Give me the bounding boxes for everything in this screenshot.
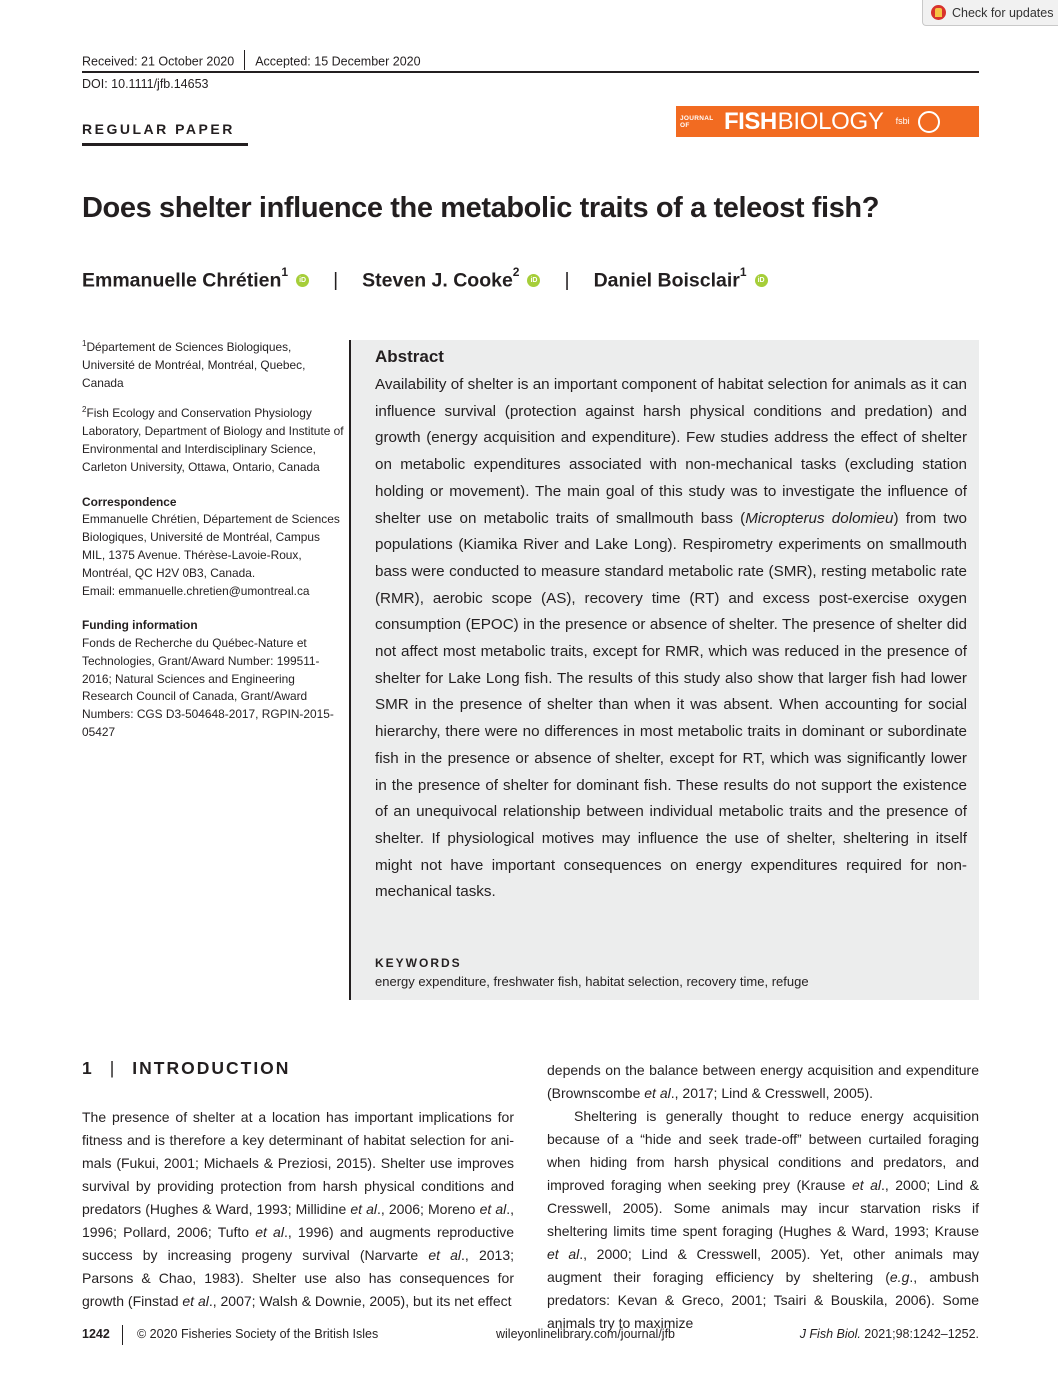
abstract-text: Availability of shelter is an important component of habitat selection for animals as it can influence survival (protection against harsh physical conditions and predation) and growth (energy acquisition and expenditure). Few studies address the effect of shelter on metabolic expenditures associated with non-mechanical tasks (excluding station holding or movement). The main goal of this study was to investigate the influence of shelter use on metabolic traits of smallmouth bass (Micropterus dolomieu) from two populations (Kiamika River and Lake Long). Respirometry experiments on smallmouth bass were conducted to measure standard metabolic rate (SMR), resting metabolic rate (RMR), aerobic scope (AS), recovery time (RT) and excess post-exercise oxygen consumption (EPOC) in the presence or absence of shelter. The presence of shelter did not affect most metabolic traits, except for RMR, which was reduced in the presence of shelter for Lake Long fish. The results of this study also show that larger fish had lower SMR in the presence of shelter than when it was absent. When accounting for social hierarchy, there were no differences in most metabolic traits in dominant or subordinate fish in the presence or absence of shelter, except for RT, which was significantly lower in the presence of shelter for dominant fish. These results do not support the existence of an unequivocal relationship between individual metabolic traits and the presence of shelter. If physiological motives may influence the use of shelter, sheltering in itself might not have important consequences on energy expenditures required for non-mechanical tasks. (375, 376, 967, 901)
journal-logo-fish: FISH (724, 107, 777, 135)
journal-logo-prefix: JOURNAL OF (680, 114, 714, 129)
journal-logo (676, 106, 979, 137)
orcid-icon[interactable]: iD (527, 274, 540, 287)
fsbi-logo: fsbi (895, 116, 910, 126)
intro-paragraph-1-cont: depends on the balance between energy acquisition and expenditure (Brownscombe et al., 2017; Lind & Cresswell, 2005). (547, 1062, 979, 1101)
intro-paragraph-2: Sheltering is generally thought to reduce energy acquisition because of a “hide and seek trade-off” between curtailed foraging when hiding from harsh physical conditions and predators, and improved foraging when seeking prey (Krause et al., 2000; Lind & Cresswell, 2005). Some animals may incur starvation risks if sheltering limits time spent foraging (Hughes & Ward, 1993; Krause et al., 2000; Lind & Cresswell, 2005). Yet, other animals may augment their foraging efficiency by sheltering (e.g., ambush predators: Kevan & Greco, 2001; Tsairi & Bouskila, 2006). Some animals try to maximize (547, 1108, 979, 1331)
section-separator: | (109, 1058, 117, 1078)
intro-paragraph-1: The presence of shelter at a location has important implications for fitness and is therefore a key determinant of habitat selection for animals (Fukui, 2001; Michaels & Preziosi, 2015). Shelter use improves survival by providing protection from harsh physical conditions and predators (Hughes & Ward, 1993; Millidine et al., 2006; Moreno et al., 1996; Pollard, 2006; Tufto et al., 1996) and augments reproductive success by increasing progeny survival (Narvarte et al., 2013; Parsons & Chao, 1983). Shelter use also has consequences for growth (Finstad et al., 2007; Walsh & Downie, 2005), but its net effect (82, 1109, 515, 1309)
citation: J Fish Biol. 2021;98:1242–1252. (799, 1327, 979, 1341)
doi: DOI: 10.1111/jfb.14653 (82, 77, 209, 91)
funding-heading: Funding information (82, 618, 198, 633)
author-2[interactable]: Steven J. Cooke$^2$ (362, 265, 520, 292)
orcid-icon[interactable]: iD (755, 274, 768, 287)
dates-line (82, 52, 421, 72)
paper-type: REGULAR PAPER (82, 121, 235, 137)
page-number: 1242 (82, 1327, 110, 1341)
body-column-left (82, 1106, 514, 1313)
correspondence-heading: Correspondence (82, 494, 177, 509)
author-separator: | (564, 268, 570, 291)
correspondence-text: Emmanuelle Chrétien, Département de Sciences Biologiques, Université de Montréal, Campus MIL, 1375 Avenue. Thérèse-Lavoie-Roux, Montréal, QC H2V 0B3, Canada. (82, 512, 340, 580)
section-heading (82, 1058, 290, 1079)
header-rule (82, 71, 979, 73)
check-for-updates-label: Check for updates (952, 5, 1054, 20)
orcid-icon[interactable]: iD (296, 274, 309, 287)
journal-url[interactable]: wileyonlinelibrary.com/journal/jfb (496, 1327, 676, 1341)
funding-text: Fonds de Recherche du Québec-Nature et Technologies, Grant/Award Number: 199511-2016; Natural Sciences and Engineering Research Council of Canada, Grant/Award Numbers: CGS D3-504648-2017, RGPIN-2015-05427 (82, 636, 334, 740)
dates-divider (244, 50, 245, 70)
affiliation-1: $^1$Département de Sciences Biologiques, Université de Montréal, Montréal, Quebec, Canada (82, 339, 306, 390)
accepted-date: Accepted: 15 December 2020 (255, 54, 421, 69)
copyright: © 2020 Fisheries Society of the British Isles (137, 1327, 379, 1341)
article-info-sidebar (82, 335, 344, 742)
journal-logo-biology: BIOLOGY (777, 107, 884, 135)
abstract-rule (349, 340, 351, 1000)
author-list (82, 265, 768, 293)
body-column-right (547, 1059, 979, 1335)
society-seal-icon (918, 111, 940, 133)
paper-type-underline (82, 143, 248, 146)
check-for-updates-button[interactable] (922, 0, 1058, 26)
author-separator: | (333, 268, 339, 291)
section-title: INTRODUCTION (132, 1058, 291, 1078)
keywords-text: energy expenditure, freshwater fish, habitat selection, recovery time, refuge (375, 974, 809, 989)
affiliation-2: $^2$Fish Ecology and Conservation Physiology Laboratory, Department of Biology and Institute of Environmental and Interdisciplinary Science, Carleton University, Ottawa, Ontario, Canada (82, 405, 344, 474)
correspondence-email[interactable]: Email: emmanuelle.chretien@umontreal.ca (82, 583, 310, 598)
section-number: 1 (82, 1058, 94, 1078)
paper-title: Does shelter influence the metabolic traits of a teleost fish? (82, 192, 880, 224)
abstract-heading: Abstract (375, 347, 444, 366)
keywords-heading: KEYWORDS (375, 956, 462, 970)
species-name: Micropterus dolomieu (745, 509, 894, 527)
footer-divider (122, 1325, 123, 1345)
received-date: Received: 21 October 2020 (82, 54, 235, 69)
author-3[interactable]: Daniel Boisclair$^1$ (593, 265, 747, 292)
crossmark-icon (931, 5, 946, 20)
author-1[interactable]: Emmanuelle Chrétien$^1$ (82, 265, 289, 292)
